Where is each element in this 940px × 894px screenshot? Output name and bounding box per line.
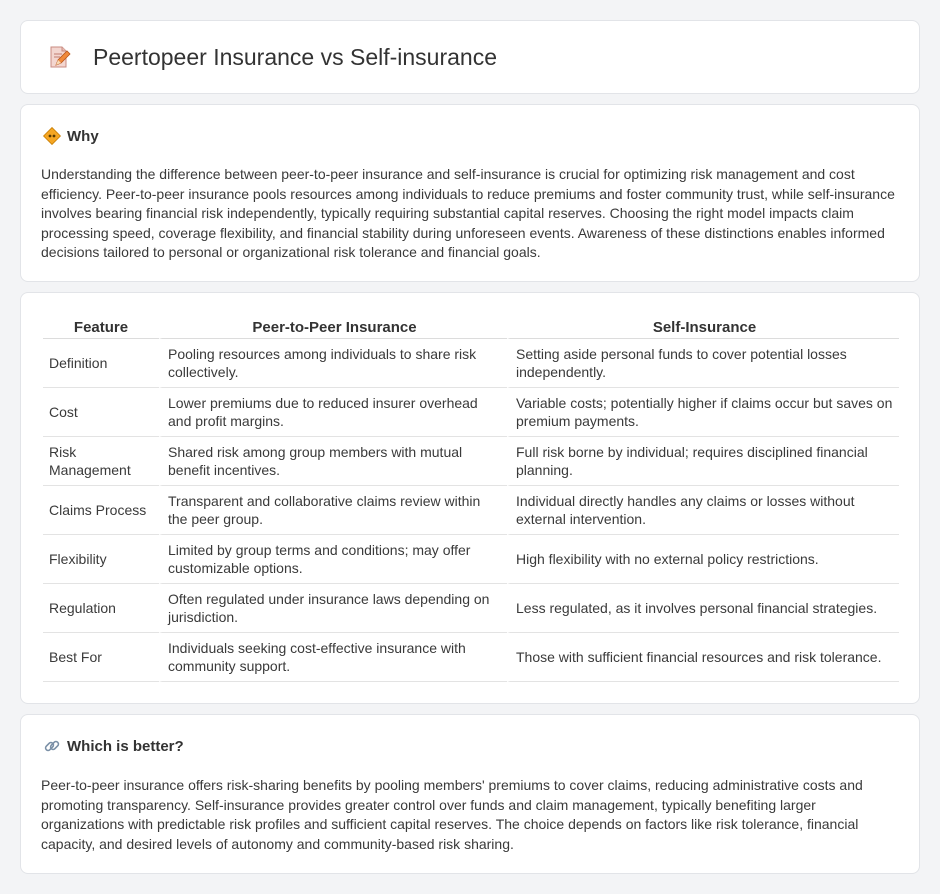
self-insurance-cell: Variable costs; potentially higher if claims occur but saves on premium payments.	[507, 388, 899, 437]
why-section	[20, 104, 920, 282]
table-row	[43, 584, 899, 633]
peer-to-peer-cell: Shared risk among group members with mutual benefit incentives.	[159, 437, 507, 486]
peer-to-peer-cell: Transparent and collaborative claims review within the peer group.	[159, 486, 507, 535]
column-header-peer-to-peer: Peer-to-Peer Insurance	[159, 315, 507, 339]
table-row	[43, 535, 899, 584]
peer-to-peer-cell: Often regulated under insurance laws depending on jurisdiction.	[159, 584, 507, 633]
feature-cell: Flexibility	[43, 535, 159, 584]
peer-to-peer-cell: Lower premiums due to reduced insurer overhead and profit margins.	[159, 388, 507, 437]
which-is-better-section	[20, 714, 920, 874]
link-icon	[43, 737, 61, 755]
which-is-better-text: Peer-to-peer insurance offers risk-sharing benefits by pooling members' premiums to cover claims, reducing administrative costs and promoting transparency. Self-insurance provides greater control over funds and claim management, typically benefiting larger organizations with predictable risk profiles and sufficient capital reserves. The choice depends on factors like risk tolerance, financial capacity, and desired levels of autonomy and community-based risk sharing.	[41, 777, 863, 852]
feature-cell: Risk Management	[43, 437, 159, 486]
feature-cell: Claims Process	[43, 486, 159, 535]
diamond-sign-icon	[43, 127, 61, 145]
peer-to-peer-cell: Individuals seeking cost-effective insurance with community support.	[159, 633, 507, 682]
feature-cell: Cost	[43, 388, 159, 437]
page-title: Peertopeer Insurance vs Self-insurance	[93, 43, 497, 70]
column-header-self-insurance: Self-Insurance	[507, 315, 899, 339]
comparison-section	[20, 292, 920, 704]
self-insurance-cell: Setting aside personal funds to cover potential losses independently.	[507, 339, 899, 388]
self-insurance-cell: High flexibility with no external policy restrictions.	[507, 535, 899, 584]
table-row	[43, 437, 899, 486]
peer-to-peer-cell: Pooling resources among individuals to share risk collectively.	[159, 339, 507, 388]
why-title: Why	[67, 127, 99, 145]
feature-cell: Best For	[43, 633, 159, 682]
self-insurance-cell: Those with sufficient financial resources and risk tolerance.	[507, 633, 899, 682]
self-insurance-cell: Individual directly handles any claims or losses without external intervention.	[507, 486, 899, 535]
comparison-table	[43, 315, 899, 682]
feature-cell: Regulation	[43, 584, 159, 633]
peer-to-peer-cell: Limited by group terms and conditions; may offer customizable options.	[159, 535, 507, 584]
table-header-row	[43, 315, 899, 339]
feature-cell: Definition	[43, 339, 159, 388]
which-is-better-title: Which is better?	[67, 737, 184, 755]
column-header-feature: Feature	[43, 315, 159, 339]
table-row	[43, 339, 899, 388]
table-row	[43, 486, 899, 535]
table-row	[43, 388, 899, 437]
title-card	[20, 20, 920, 94]
table-row	[43, 633, 899, 682]
self-insurance-cell: Full risk borne by individual; requires disciplined financial planning.	[507, 437, 899, 486]
document-pencil-icon	[47, 45, 71, 69]
self-insurance-cell: Less regulated, as it involves personal financial strategies.	[507, 584, 899, 633]
why-text: Understanding the difference between peer-to-peer insurance and self-insurance is crucial for optimizing risk management and cost efficiency. Peer-to-peer insurance pools resources among individuals to reduce premiums and foster community trust, while self-insurance involves bearing financial risk independently, typically requiring substantial capital reserves. Choosing the right model impacts claim processing speed, coverage flexibility, and financial stability during unforeseen events. Awareness of these distinctions enables informed decisions tailored to personal or organizational risk tolerance and financial goals.	[41, 166, 895, 260]
